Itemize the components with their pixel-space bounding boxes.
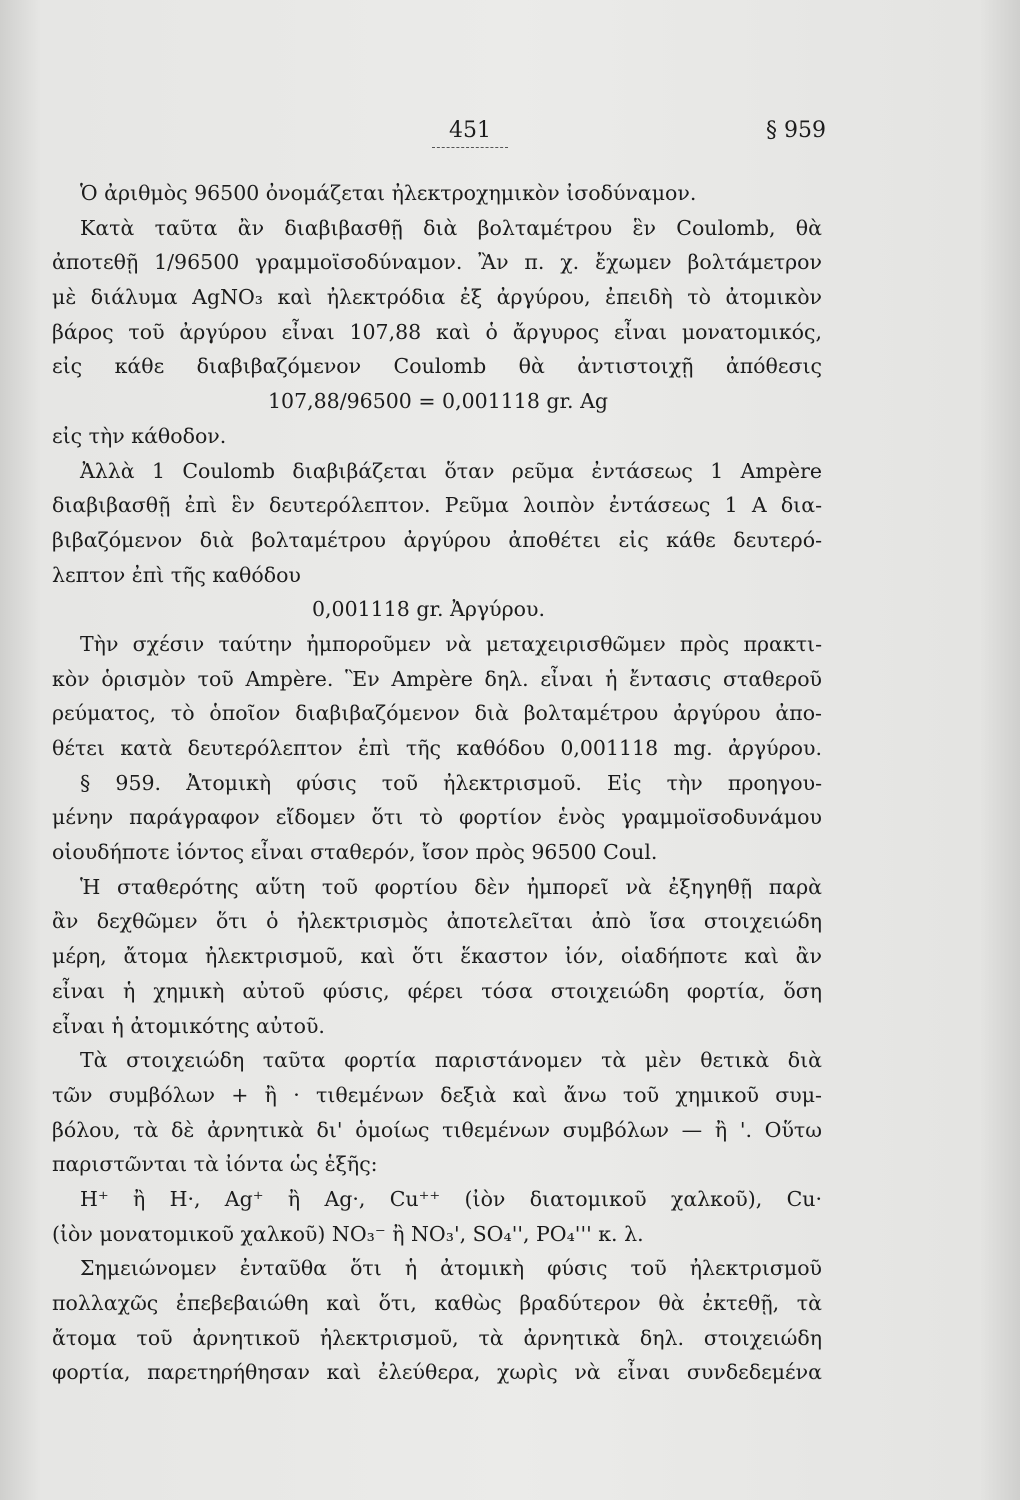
formula-line: 107,88/96500 = 0,001118 gr. Ag bbox=[268, 389, 609, 414]
text-line: πολλαχῶς ἐπεβεβαιώθη καὶ ὅτι, καθὼς βραδύτερον θὰ ἐκτεθῇ, τὰ bbox=[52, 1291, 822, 1315]
text-line: ρεύματος, τὸ ὁποῖον διαβιβαζόμενον διὰ βολταμέτρου ἀργύρου ἀπο- bbox=[52, 701, 822, 726]
text-line: διαβιβασθῇ ἐπὶ ἓν δευτερόλεπτον. Ρεῦμα λοιπὸν ἐντάσεως 1 Α δια- bbox=[52, 493, 822, 518]
text-line: μὲ διάλυμα AgNO₃ καὶ ἠλεκτρόδια ἐξ ἀργύρου, ἐπειδὴ τὸ ἀτομικὸν bbox=[52, 285, 822, 310]
text-line: ἄτομα τοῦ ἀρνητικοῦ ἠλεκτρισμοῦ, τὰ ἀρνητικὰ δηλ. στοιχειώδη bbox=[52, 1325, 822, 1350]
text-line: Ἡ σταθερότης αὕτη τοῦ φορτίου δὲν ἠμπορεῖ νὰ ἐξηγηθῇ παρὰ bbox=[80, 874, 822, 899]
text-line: εἶναι ἡ ἀτομικότης αὐτοῦ. bbox=[52, 1013, 325, 1038]
text-line: θέτει κατὰ δευτερόλεπτον ἐπὶ τῆς καθόδου 0,001118 mg. ἀργύρου. bbox=[52, 736, 822, 760]
text-line: μένην παράγραφον εἴδομεν ὅτι τὸ φορτίον ἑνὸς γραμμοϊσοδυνάμου bbox=[52, 805, 822, 830]
text-line: κὸν ὁρισμὸν τοῦ Ampère. Ἓν Ampère δηλ. εἶναι ἡ ἔντασις σταθεροῦ bbox=[52, 666, 822, 691]
text-line: Ὁ ἀριθμὸς 96500 ὀνομάζεται ἠλεκτροχημικὸν ἰσοδύναμον. bbox=[80, 181, 697, 205]
text-line: λεπτον ἐπὶ τῆς καθόδου bbox=[52, 562, 301, 587]
text-line: βιβαζόμενον διὰ βολταμέτρου ἀργύρου ἀποθέτει εἰς κάθε δευτερό- bbox=[52, 527, 822, 552]
text-line: εἰς τὴν κάθοδον. bbox=[52, 423, 227, 448]
text-line: οἱουδήποτε ἰόντος εἶναι σταθερόν, ἴσον πρὸς 96500 Coul. bbox=[52, 840, 658, 865]
text-line: εἶναι ἡ χημικὴ αὐτοῦ φύσις, φέρει τόσα στοιχειώδη φορτία, ὅση bbox=[52, 978, 822, 1003]
text-line: ἂν δεχθῶμεν ὅτι ὁ ἠλεκτρισμὸς ἀποτελεῖται ἀπὸ ἴσα στοιχειώδη bbox=[52, 909, 822, 934]
ion-notation-line: H⁺ ἢ H·, Ag⁺ ἢ Ag·, Cu⁺⁺ (ἰὸν διατομικοῦ χαλκοῦ), Cu· bbox=[80, 1186, 822, 1211]
text-line: τῶν συμβόλων + ἢ · τιθεμένων δεξιὰ καὶ ἄνω τοῦ χημικοῦ συμ- bbox=[52, 1082, 822, 1107]
text-line: Κατὰ ταῦτα ἂν διαβιβασθῇ διὰ βολταμέτρου ἓν Coulomb, θὰ bbox=[80, 215, 822, 240]
body-text bbox=[52, 176, 822, 1390]
text-line: φορτία, παρετηρήθησαν καὶ ἐλεύθερα, χωρὶς νὰ εἶναι συνδεδεμένα bbox=[52, 1360, 822, 1385]
formula-line: 0,001118 gr. Ἀργύρου. bbox=[312, 597, 545, 622]
page-header bbox=[0, 118, 1020, 158]
text-line: ἀποτεθῇ 1/96500 γραμμοϊσοδύναμον. Ἂν π. χ. ἔχωμεν βολτάμετρον bbox=[52, 250, 822, 275]
text-line: Ἀλλὰ 1 Coulomb διαβιβάζεται ὅταν ρεῦμα ἐντάσεως 1 Ampère bbox=[80, 458, 822, 483]
text-line: παριστῶνται τὰ ἰόντα ὡς ἑξῆς: bbox=[52, 1152, 378, 1177]
text-line: βάρος τοῦ ἀργύρου εἶναι 107,88 καὶ ὁ ἄργυρος εἶναι μονατομικός, bbox=[52, 319, 822, 344]
text-line: Σημειώνομεν ἐνταῦθα ὅτι ἡ ἀτομικὴ φύσις τοῦ ἠλεκτρισμοῦ bbox=[80, 1256, 822, 1281]
page-number: 451 bbox=[432, 118, 508, 148]
text-line: μέρη, ἄτομα ἠλεκτρισμοῦ, καὶ ὅτι ἕκαστον ἰόν, οἱαδήποτε καὶ ἂν bbox=[52, 944, 822, 969]
ion-notation-line: (ἰὸν μονατομικοῦ χαλκοῦ) NO₃⁻ ἢ NO₃', SO₄'', PO₄''' κ. λ. bbox=[52, 1221, 644, 1246]
text-line: βόλου, τὰ δὲ ἀρνητικὰ δι' ὁμοίως τιθεμένων συμβόλων — ἢ '. Οὕτω bbox=[52, 1117, 822, 1142]
text-line: Τὴν σχέσιν ταύτην ἠμποροῦμεν νὰ μεταχειρισθῶμεν πρὸς πρακτι- bbox=[80, 631, 822, 656]
text-line: Τὰ στοιχειώδη ταῦτα φορτία παριστάνομεν τὰ μὲν θετικὰ διὰ bbox=[80, 1048, 822, 1073]
section-reference: § 959 bbox=[766, 118, 826, 143]
text-line: εἰς κάθε διαβιβαζόμενον Coulomb θὰ ἀντιστοιχῇ ἀπόθεσις bbox=[52, 354, 822, 379]
section-heading-line: § 959. Ἀτομικὴ φύσις τοῦ ἠλεκτρισμοῦ. Εἰς τὴν προηγου- bbox=[80, 770, 822, 795]
